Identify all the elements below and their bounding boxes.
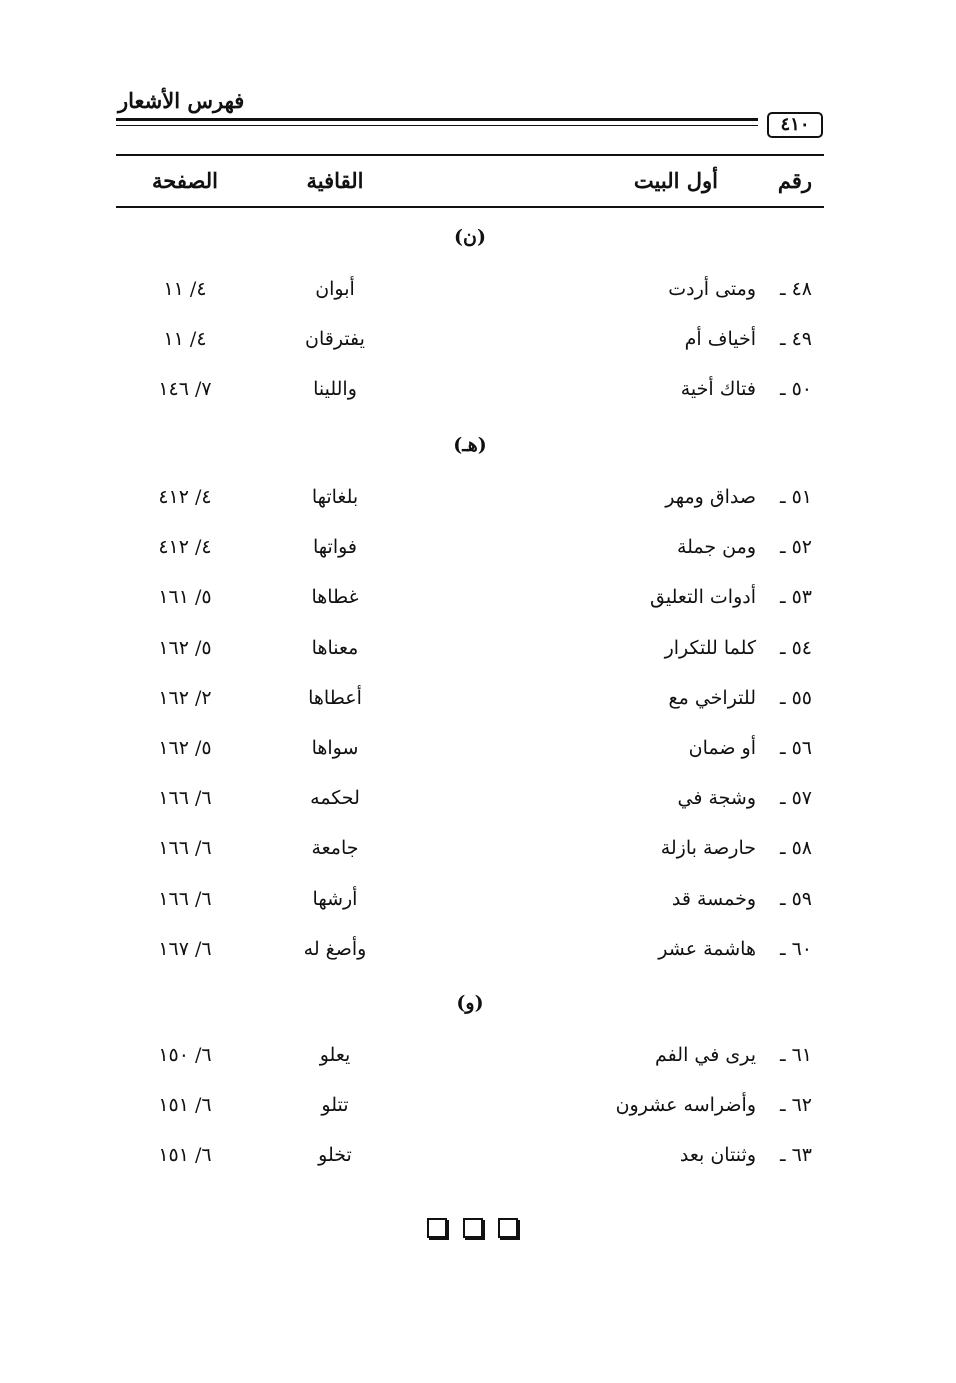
verse-opening: فتاك أخية bbox=[680, 378, 756, 400]
verse-opening: أدوات التعليق bbox=[650, 586, 756, 608]
verse-number: ٤٩ ـ bbox=[779, 328, 812, 350]
volume-page-ref: ٧/ ١٤٦ bbox=[158, 378, 212, 400]
volume-page-ref: ٦/ ١٦٦ bbox=[158, 837, 212, 859]
verse-opening: وأضراسه عشرون bbox=[615, 1094, 756, 1116]
verse-rhyme: غطاها bbox=[311, 586, 359, 608]
volume-page-ref: ٥/ ١٦٢ bbox=[158, 737, 212, 759]
verse-rhyme: وأصغ له bbox=[303, 938, 367, 960]
volume-page-ref: ٥/ ١٦١ bbox=[158, 586, 212, 608]
verse-opening: صداق ومهر bbox=[665, 486, 756, 508]
verse-rhyme: واللينا bbox=[313, 378, 357, 400]
verse-number: ٥٢ ـ bbox=[779, 536, 812, 558]
volume-page-ref: ٦/ ١٦٦ bbox=[158, 888, 212, 910]
volume-page-ref: ٤/ ٤١٢ bbox=[158, 486, 212, 508]
verse-rhyme: تخلو bbox=[318, 1144, 352, 1166]
verse-opening: هاشمة عشر bbox=[658, 938, 756, 960]
end-ornament-square bbox=[463, 1218, 483, 1238]
verse-opening: ومن جملة bbox=[676, 536, 756, 558]
page-number-badge: ٤١٠ bbox=[767, 112, 823, 138]
verse-opening: وثنتان بعد bbox=[679, 1144, 756, 1166]
section-letter-heading: (و) bbox=[456, 992, 484, 1014]
volume-page-ref: ٤/ ١١ bbox=[163, 328, 207, 350]
volume-page-ref: ٥/ ١٦٢ bbox=[158, 637, 212, 659]
verse-number: ٦٣ ـ bbox=[779, 1144, 812, 1166]
verse-number: ٦٢ ـ bbox=[779, 1094, 812, 1116]
verse-number: ٥٨ ـ bbox=[779, 837, 812, 859]
verse-number: ٦١ ـ bbox=[779, 1044, 812, 1066]
verse-number: ٥٩ ـ bbox=[779, 888, 812, 910]
section-letter-heading: (هـ) bbox=[453, 434, 487, 456]
verse-rhyme: بلغاتها bbox=[311, 486, 359, 508]
section-letter-heading: (ن) bbox=[454, 226, 486, 248]
verse-rhyme: فواتها bbox=[312, 536, 357, 558]
verse-number: ٥٣ ـ bbox=[779, 586, 812, 608]
verse-number: ٥١ ـ bbox=[779, 486, 812, 508]
verse-rhyme: يعلو bbox=[319, 1044, 351, 1066]
volume-page-ref: ٤/ ١١ bbox=[163, 278, 207, 300]
verse-number: ٤٨ ـ bbox=[779, 278, 812, 300]
verse-rhyme: أرشها bbox=[312, 888, 358, 910]
verse-number: ٥٧ ـ bbox=[779, 787, 812, 809]
verse-opening: وخمسة قد bbox=[671, 888, 756, 910]
verse-opening: كلما للتكرار bbox=[664, 637, 756, 659]
verse-rhyme: تتلو bbox=[321, 1094, 349, 1116]
verse-opening: وشجة في bbox=[677, 787, 756, 809]
volume-page-ref: ٦/ ١٥٠ bbox=[158, 1044, 212, 1066]
volume-page-ref: ٦/ ١٥١ bbox=[158, 1144, 212, 1166]
verse-opening: للتراخي مع bbox=[668, 687, 756, 709]
volume-page-ref: ٢/ ١٦٢ bbox=[158, 687, 212, 709]
verse-number: ٥٥ ـ bbox=[779, 687, 812, 709]
verse-opening: أو ضمان bbox=[688, 737, 756, 759]
running-title: فهرس الأشعار bbox=[118, 88, 245, 113]
end-ornament-square bbox=[498, 1218, 518, 1238]
header-first-verse: أول البيت bbox=[633, 168, 718, 193]
verse-rhyme: جامعة bbox=[311, 837, 359, 859]
header-rhyme: القافية bbox=[306, 168, 364, 193]
verse-opening: يرى في الفم bbox=[655, 1044, 756, 1066]
verse-number: ٥٤ ـ bbox=[779, 637, 812, 659]
volume-page-ref: ٦/ ١٦٦ bbox=[158, 787, 212, 809]
header-page: الصفحة bbox=[152, 168, 218, 193]
verse-rhyme: لحكمه bbox=[310, 787, 360, 809]
verse-number: ٥٠ ـ bbox=[779, 378, 812, 400]
volume-page-ref: ٦/ ١٥١ bbox=[158, 1094, 212, 1116]
verse-opening: ومتى أردت bbox=[668, 278, 756, 300]
volume-page-ref: ٦/ ١٦٧ bbox=[158, 938, 212, 960]
verse-rhyme: أعطاها bbox=[308, 687, 362, 709]
verse-number: ٥٦ ـ bbox=[779, 737, 812, 759]
verse-rhyme: أبوان bbox=[315, 278, 355, 300]
end-ornament-square bbox=[427, 1218, 447, 1238]
verse-opening: حارصة بازلة bbox=[660, 837, 756, 859]
verse-rhyme: سواها bbox=[311, 737, 359, 759]
verse-number: ٦٠ ـ bbox=[779, 938, 812, 960]
verse-rhyme: يفترقان bbox=[305, 328, 365, 350]
verse-opening: أخياف أم bbox=[684, 328, 756, 350]
header-number: رقم bbox=[777, 168, 812, 193]
volume-page-ref: ٤/ ٤١٢ bbox=[158, 536, 212, 558]
verse-rhyme: معناها bbox=[311, 637, 359, 659]
